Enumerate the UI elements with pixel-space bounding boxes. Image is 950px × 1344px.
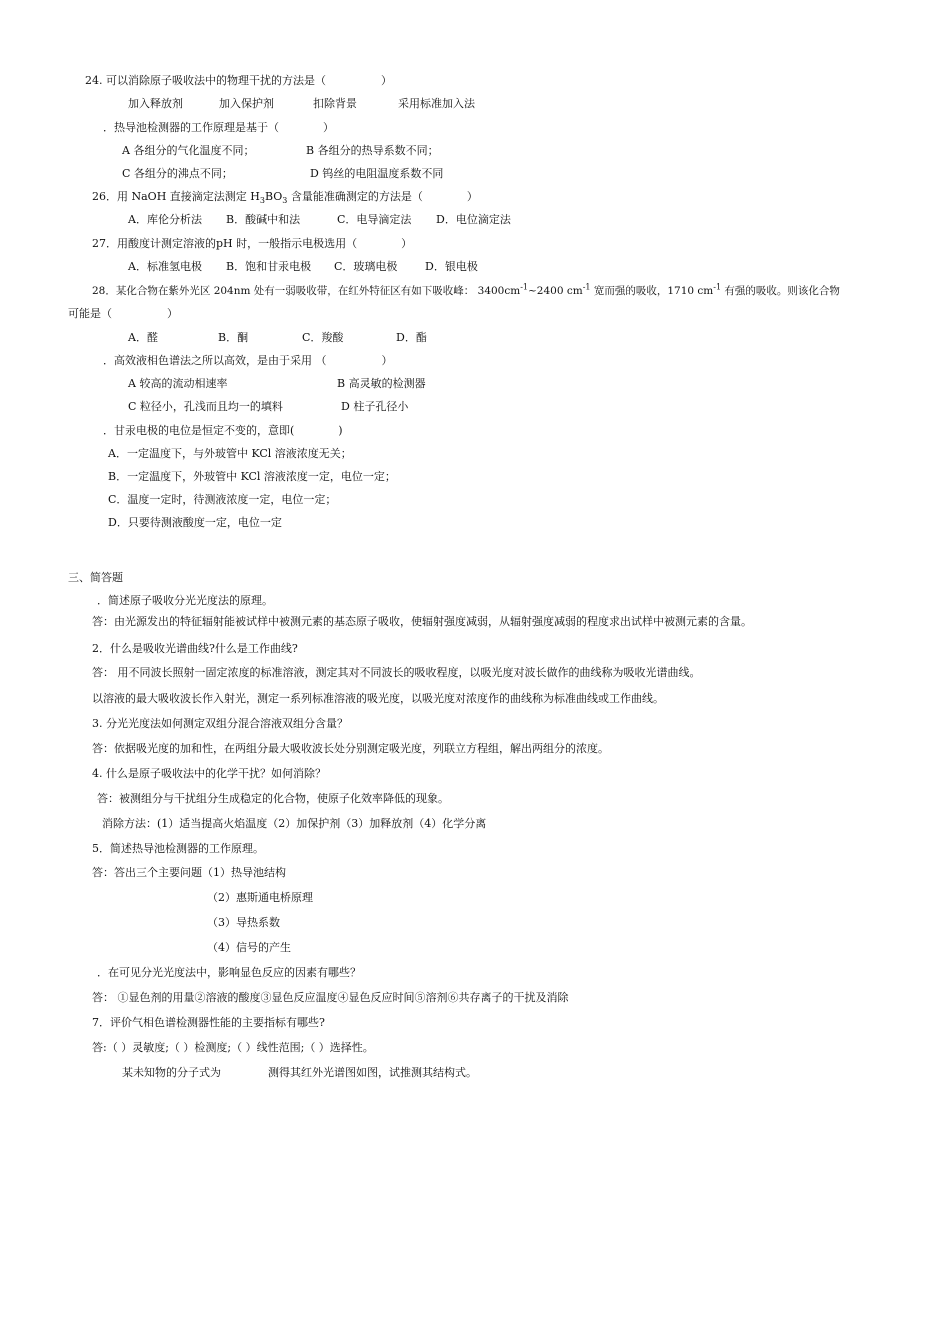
q27-option-b: B．饱和甘汞电极 [226, 260, 312, 273]
s8-text-a: 某未知物的分子式为 [122, 1066, 221, 1079]
s4-question: 4. 什么是原子吸收法中的化学干扰？如何消除？ [92, 767, 326, 780]
s2-question: 2．什么是吸收光谱曲线?什么是工作曲线? [92, 642, 298, 655]
q28-option-c: C．羧酸 [302, 331, 344, 344]
q30-option-d: D．只要待测液酸度一定，电位一定 [108, 516, 282, 529]
q27-option-d: D．银电极 [425, 260, 478, 273]
q24-option-c: 扣除背景 [313, 97, 357, 110]
q29-stem: ．高效液相色谱法之所以高效，是由于采用 （ ） [103, 354, 393, 367]
q27-stem: 27．用酸度计测定溶液的pH 时，一般指示电极选用（ ） [92, 237, 413, 250]
s4-answer-2: 消除方法：(1）适当提高火焰温度（2）加保护剂（3）加释放剂（4）化学分离 [102, 817, 487, 830]
q29-option-b: B 高灵敏的检测器 [337, 377, 426, 390]
s2-answer-1: 答： 用不同波长照射一固定浓度的标准溶液，测定其对不同波长的吸收程度，以吸光度对波长做作的曲线称为吸收光谱曲线。 [92, 666, 701, 679]
s5-answer-1: 答：答出三个主要问题（1）热导池结构 [92, 866, 286, 879]
s3-question: 3. 分光光度法如何测定双组分混合溶液双组分含量？ [92, 717, 348, 730]
q25-option-c: C 各组分的沸点不同； [122, 167, 233, 180]
q24-option-d: 采用标准加入法 [398, 97, 475, 110]
q26-option-c: C．电导滴定法 [337, 213, 412, 226]
q27-option-a: A．标准氢电极 [128, 260, 202, 273]
q29-option-d: D 柱子孔径小 [341, 400, 409, 413]
q28-stem: 28．某化合物在紫外光区 204nm 处有一弱吸收带，在红外特征区有如下吸收峰： $3400cm^{-1}\sim 2400$ $cm^{-1}$ 宽而强的吸收，1710 $cm^{-1}$ 有强的吸收。则该化合物 [92, 282, 840, 297]
section-title: 三、简答题 [68, 571, 123, 584]
s7-answer: 答:（ ）灵敏度;（ ）检测度;（ ）线性范围;（ ）选择性。 [92, 1041, 374, 1054]
q25-option-a: A 各组分的气化温度不同； [122, 144, 255, 157]
q25-option-b: B 各组分的热导系数不同； [306, 144, 439, 157]
q24-option-a: 加入释放剂 [128, 97, 183, 110]
s2-answer-2: 以溶液的最大吸收波长作入射光，测定一系列标准溶液的吸光度，以吸光度对浓度作的曲线称为标准曲线或工作曲线。 [92, 692, 664, 705]
q26-option-b: B．酸碱中和法 [226, 213, 301, 226]
q24-option-b: 加入保护剂 [219, 97, 274, 110]
s5-answer-4: （4）信号的产生 [207, 941, 291, 954]
q25-option-d: D 钨丝的电阻温度系数不同 [310, 167, 444, 180]
q29-option-c: C 粒径小，孔浅而且均一的填料 [128, 400, 283, 413]
q28-stem-continued: 可能是（ ） [68, 307, 178, 320]
q28-option-d: D．酯 [396, 331, 427, 344]
s1-question: ．简述原子吸收分光光度法的原理。 [97, 594, 273, 607]
s5-question: 5．简述热导池检测器的工作原理。 [92, 842, 264, 855]
q26-option-a: A．库伦分析法 [128, 213, 202, 226]
q24-stem: 24. 可以消除原子吸收法中的物理干扰的方法是（ ） [85, 74, 392, 87]
q30-option-a: A．一定温度下，与外玻管中 KCl 溶液浓度无关； [108, 447, 352, 460]
s8-text-b: 测得其红外光谱图如图，试推测其结构式。 [268, 1066, 477, 1079]
s1-answer: 答：由光源发出的特征辐射能被试样中被测元素的基态原子吸收，使辐射强度减弱，从辐射强度减弱的程度求出试样中被测元素的含量。 [92, 615, 752, 628]
s6-answer: 答： ①显色剂的用量②溶液的酸度③显色反应温度④显色反应时间⑤溶剂⑥共存离子的干扰及消除 [92, 991, 569, 1004]
s5-answer-3: （3）导热系数 [207, 916, 280, 929]
q28-option-a: A．醛 [128, 331, 158, 344]
q28-option-b: B．酮 [218, 331, 249, 344]
s4-answer-1: 答：被测组分与干扰组分生成稳定的化合物，使原子化效率降低的现象。 [97, 792, 449, 805]
q29-option-a: A 较高的流动相速率 [128, 377, 228, 390]
s3-answer: 答：依据吸光度的加和性，在两组分最大吸收波长处分别测定吸光度，列联立方程组，解出两组分的浓度。 [92, 742, 609, 755]
s5-answer-2: （2）惠斯通电桥原理 [207, 891, 313, 904]
q25-stem: ．热导池检测器的工作原理是基于（ ） [103, 121, 334, 134]
q30-option-c: C．温度一定时，待测液浓度一定，电位一定； [108, 493, 337, 506]
s6-question: ．在可见分光光度法中，影响显色反应的因素有哪些？ [97, 966, 361, 979]
q26-stem: 26．用 NaOH 直接滴定法测定 $H_3BO_3$ 含量能准确测定的方法是（ ） [92, 190, 478, 206]
q27-option-c: C．玻璃电极 [334, 260, 398, 273]
q26-option-d: D．电位滴定法 [436, 213, 511, 226]
q30-stem: ．甘汞电极的电位是恒定不变的，意即( ) [103, 424, 343, 437]
s7-question: 7．评价气相色谱检测器性能的主要指标有哪些? [92, 1016, 325, 1029]
q30-option-b: B．一定温度下，外玻管中 KCl 溶液浓度一定，电位一定； [108, 470, 396, 483]
